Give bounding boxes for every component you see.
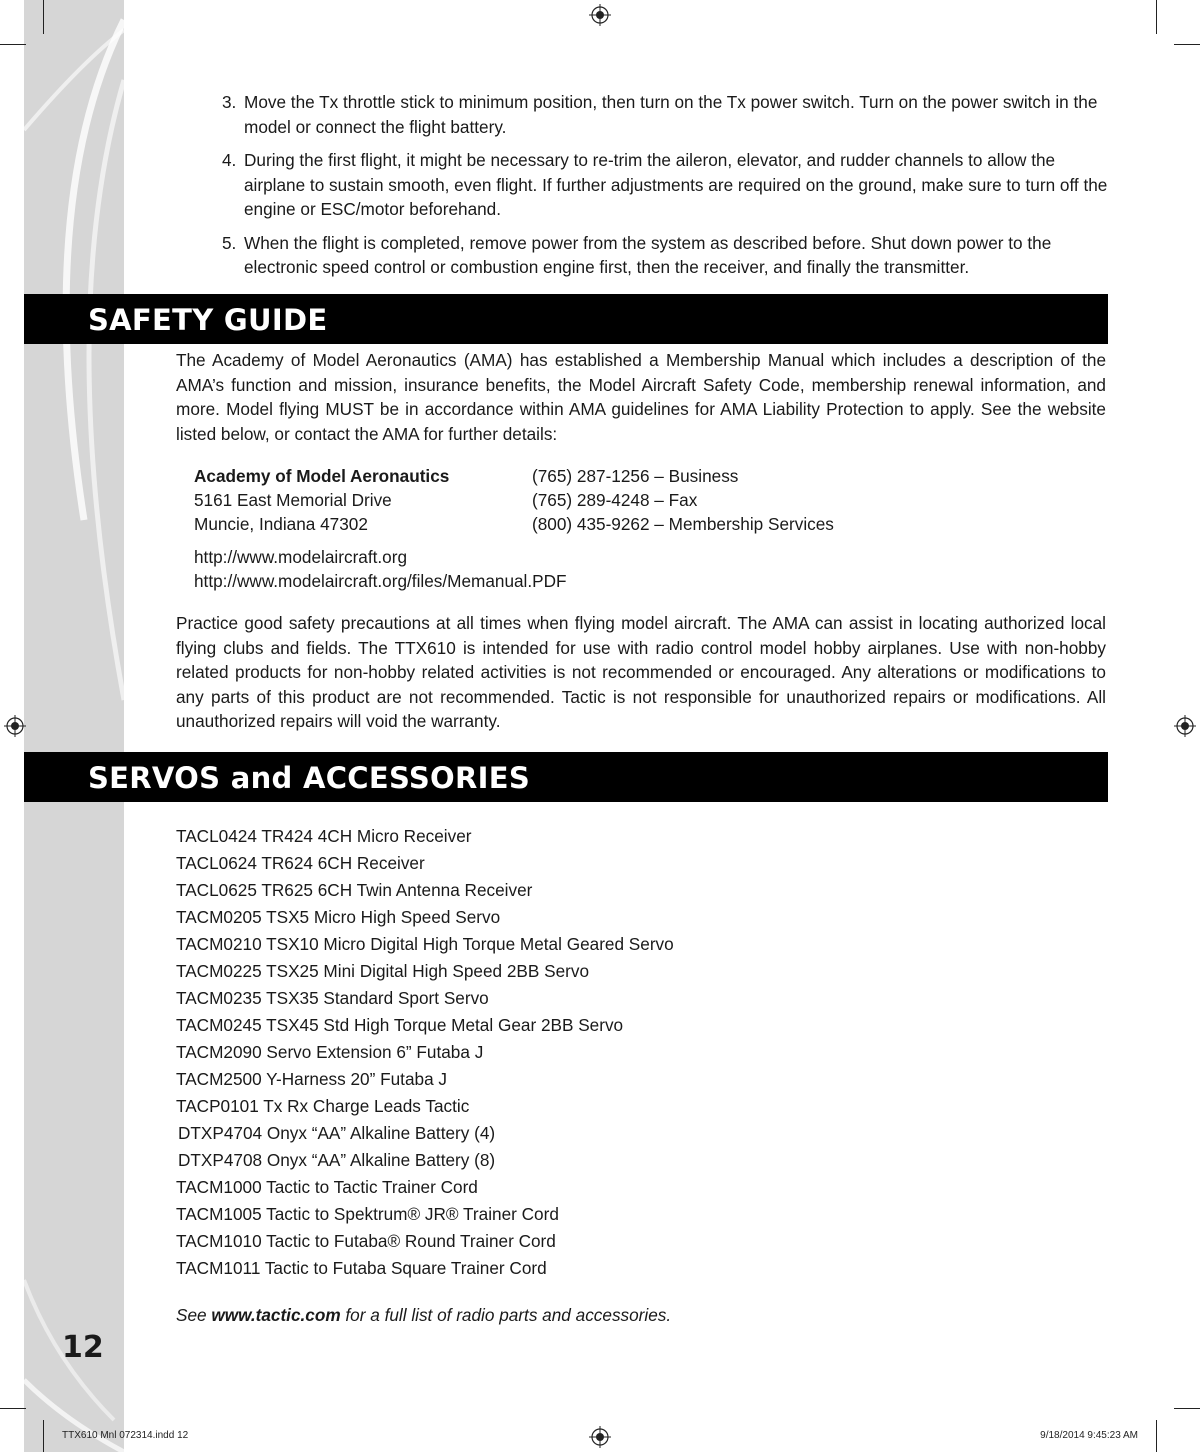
step-item	[222, 148, 1112, 222]
crop-mark	[43, 1420, 44, 1452]
list-item: TACM1011 Tactic to Futaba Square Trainer Cord	[176, 1258, 547, 1278]
safety-intro: The Academy of Model Aeronautics (AMA) has established a Membership Manual which includes a description of the AMA’s function and mission, insurance benefits, the Model Aircraft Safety Code, membership renewal information, and more. Model flying MUST be in accordance within AMA guidelines for AMA Liability Protection to apply. See the website listed below, or contact the AMA for further details:	[176, 350, 1106, 444]
crop-mark	[0, 44, 26, 45]
contact-row	[194, 464, 834, 488]
ama-urls	[194, 545, 567, 593]
list-item: TACP0101 Tx Rx Charge Leads Tactic	[176, 1096, 470, 1116]
note-suffix: for a full list of radio parts and accessories.	[340, 1305, 672, 1325]
side-band-curves	[24, 0, 124, 1452]
list-item: TACM0225 TSX25 Mini Digital High Speed 2BB Servo	[176, 961, 590, 981]
ama-contact	[194, 464, 834, 536]
registration-mark-icon	[1174, 715, 1196, 737]
contact-row	[194, 488, 834, 512]
list-item: TACL0624 TR624 6CH Receiver	[176, 853, 425, 873]
phone-fax: (765) 289-4248 – Fax	[532, 490, 698, 510]
list-item: TACM0205 TSX5 Micro High Speed Servo	[176, 907, 501, 927]
list-item: DTXP4704 Onyx “AA” Alkaline Battery (4)	[178, 1123, 496, 1143]
safety-guide-title: SAFETY GUIDE	[88, 303, 328, 337]
list-item: TACM0245 TSX45 Std High Torque Metal Gear 2BB Servo	[176, 1015, 624, 1035]
crop-mark	[1174, 1408, 1200, 1409]
list-item: TACM2090 Servo Extension 6” Futaba J	[176, 1042, 484, 1062]
accessories-note	[176, 1305, 671, 1326]
step-item	[222, 231, 1112, 280]
step-item	[222, 90, 1112, 139]
ama-website-link[interactable]: http://www.modelaircraft.org	[194, 547, 408, 567]
crop-mark	[1174, 44, 1200, 45]
safety-guide-header	[24, 294, 1108, 344]
ama-manual-link[interactable]: http://www.modelaircraft.org/files/Memanual.PDF	[194, 571, 567, 591]
organization-name: Academy of Model Aeronautics	[194, 466, 450, 486]
registration-mark-icon	[4, 715, 26, 737]
street-address: 5161 East Memorial Drive	[194, 490, 392, 510]
step-number: 3.	[222, 92, 237, 112]
list-item: DTXP4708 Onyx “AA” Alkaline Battery (8)	[178, 1150, 496, 1170]
flight-steps	[222, 90, 1112, 289]
crop-mark	[1156, 1420, 1157, 1452]
list-item: TACM0210 TSX10 Micro Digital High Torque Metal Geared Servo	[176, 934, 674, 954]
date-slug: 9/18/2014 9:45:23 AM	[1040, 1430, 1138, 1441]
step-text: When the flight is completed, remove power from the system as described before. Shut down power to the electronic speed control or combustion engine first, then the receiver, and finally the transmitter.	[244, 232, 1052, 277]
step-text: Move the Tx throttle stick to minimum position, then turn on the Tx power switch. Turn on the power switch in the model or connect the flight battery.	[244, 92, 1098, 137]
tactic-website-link[interactable]: www.tactic.com	[211, 1305, 341, 1325]
step-number: 4.	[222, 150, 237, 170]
phone-business: (765) 287-1256 – Business	[532, 466, 739, 486]
file-slug: TTX610 Mnl 072314.indd 12	[62, 1430, 189, 1441]
crop-mark	[43, 0, 44, 34]
accessories-list	[176, 823, 674, 1282]
accessories-header	[24, 752, 1108, 802]
safety-practice: Practice good safety precautions at all times when flying model aircraft. The AMA can assist in locating authorized local flying clubs and fields. The TTX610 is intended for use with radio control model hobby airplanes. Use with non-hobby related products for non-hobby related activities is not recommended or encouraged. Any alterations or modifications to any parts of this product are not recommended. Tactic is not responsible for unauthorized repairs or modifications. All unauthorized repairs will void the warranty.	[176, 613, 1106, 731]
step-text: During the first flight, it might be necessary to re-trim the aileron, elevator, and rudder channels to allow the airplane to sustain smooth, even flight. If further adjustments are required on the ground, make sure to turn off the engine or ESC/motor beforehand.	[244, 150, 1108, 219]
list-item: TACM0235 TSX35 Standard Sport Servo	[176, 988, 489, 1008]
list-item: TACL0424 TR424 4CH Micro Receiver	[176, 826, 472, 846]
side-band	[24, 0, 124, 1452]
list-item: TACL0625 TR625 6CH Twin Antenna Receiver	[176, 880, 533, 900]
step-number: 5.	[222, 232, 237, 253]
registration-mark-icon	[589, 1426, 611, 1448]
crop-mark	[1156, 0, 1157, 34]
crop-mark	[0, 1408, 26, 1409]
list-item: TACM2500 Y-Harness 20” Futaba J	[176, 1069, 447, 1089]
note-prefix: See	[176, 1305, 212, 1325]
list-item: TACM1010 Tactic to Futaba® Round Trainer Cord	[176, 1231, 556, 1251]
accessories-title: SERVOS and ACCESSORIES	[88, 761, 531, 795]
phone-membership: (800) 435-9262 – Membership Services	[532, 514, 834, 534]
list-item: TACM1005 Tactic to Spektrum® JR® Trainer Cord	[176, 1204, 559, 1224]
page-number: 12	[62, 1330, 104, 1365]
contact-row	[194, 512, 834, 536]
registration-mark-icon	[589, 4, 611, 26]
city-address: Muncie, Indiana 47302	[194, 514, 368, 534]
list-item: TACM1000 Tactic to Tactic Trainer Cord	[176, 1177, 478, 1197]
